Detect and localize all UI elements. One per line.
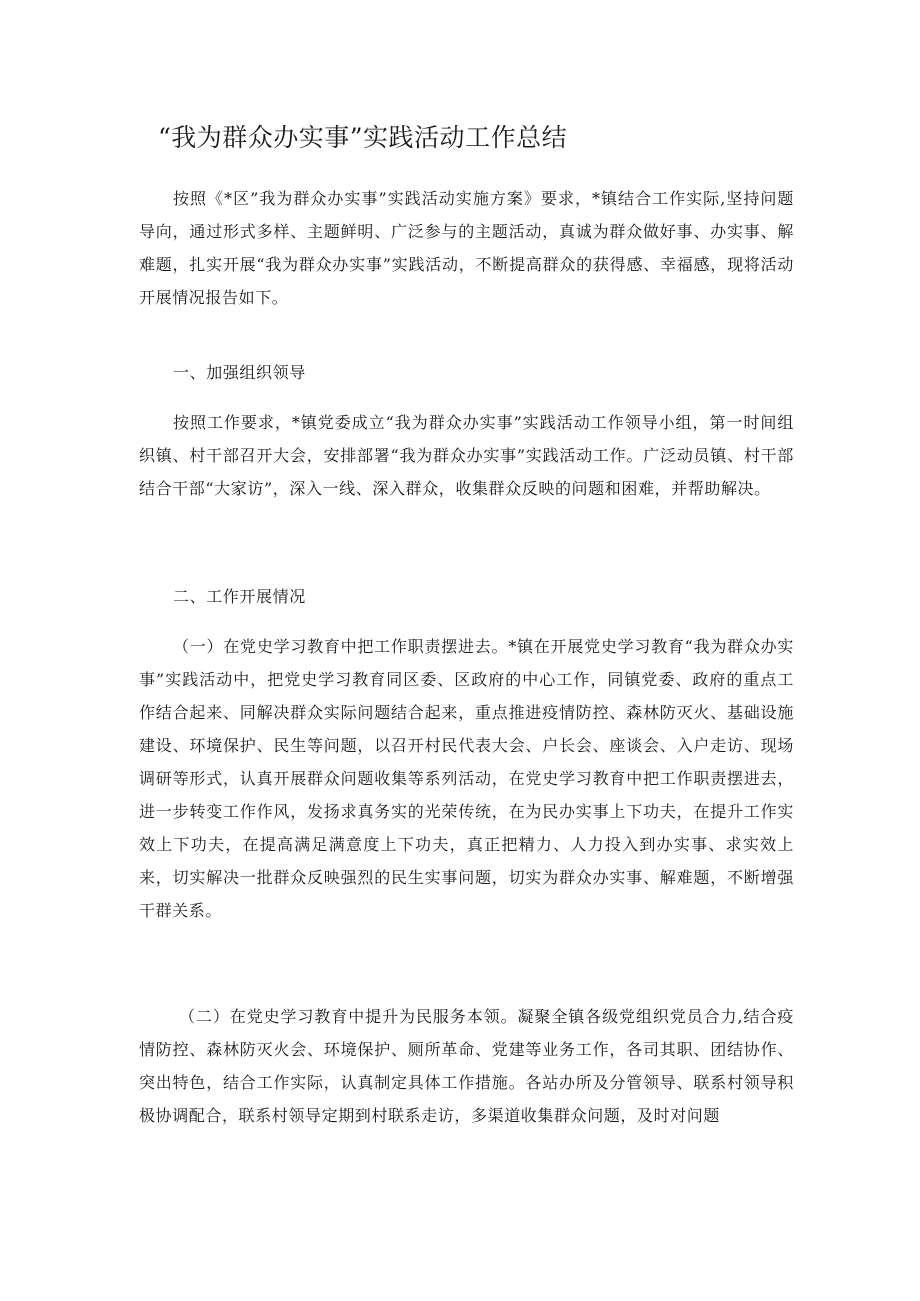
section-heading-1: 一、加强组织领导 — [173, 363, 306, 382]
section-1-paragraph: 按照工作要求，*镇党委成立“我为群众办实事”实践活动工作领导小组，第一时间组织镇、村干部召开大会，安排部署“我为群众办实事”实践活动工作。广泛动员镇、村干部结合干部“大家访”，深入一线、深入群众，收集群众反映的问题和困难，并帮助解决。 — [139, 413, 794, 498]
section-heading-2: 二、工作开展情况 — [173, 587, 306, 606]
section-2-item-2-paragraph: （二）在党史学习教育中提升为民服务本领。凝聚全镇各级党组织党员合力,结合疫情防控、森林防灭火会、环境保护、厕所革命、党建等业务工作，各司其职、团结协作、突出特色，结合工作实际，认真制定具体工作措施。各站办所及分管领导、联系村领导积极协调配合，联系村领导定期到村联系走访，多渠道收集群众问题，及时对问题 — [139, 1007, 794, 1125]
document-title: “我为群众办实事”实践活动工作总结 — [158, 123, 568, 152]
section-2-item-1-paragraph: （一）在党史学习教育中把工作职责摆进去。*镇在开展党史学习教育“我为群众办实事”实践活动中，把党史学习教育同区委、区政府的中心工作，同镇党委、政府的重点工作结合起来、同解决群众实际问题结合起来，重点推进疫情防控、森林防灭火、基础设施建设、环境保护、民生等问题，以召开村民代表大会、户长会、座谈会、入户走访、现场调研等形式，认真开展群众问题收集等系列活动，在党史学习教育中把工作职责摆进去，进一步转变工作作风，发扬求真务实的光荣传统，在为民办实事上下功夫，在提升工作实效上下功夫，在提高满足满意度上下功夫，真正把精力、人力投入到办实事、求实效上来，切实解决一批群众反映强烈的民生实事问题，切实为群众办实事、解难题，不断增强干群关系。 — [139, 637, 794, 920]
intro-paragraph: 按照《*区”我为群众办实事”实践活动实施方案》要求，*镇结合工作实际,坚持问题导向，通过形式多样、主题鲜明、广泛参与的主题活动，真诚为群众做好事、办实事、解难题，扎实开展“我为群众办实事”实践活动，不断提高群众的获得感、幸福感，现将活动开展情况报告如下。 — [139, 189, 794, 307]
